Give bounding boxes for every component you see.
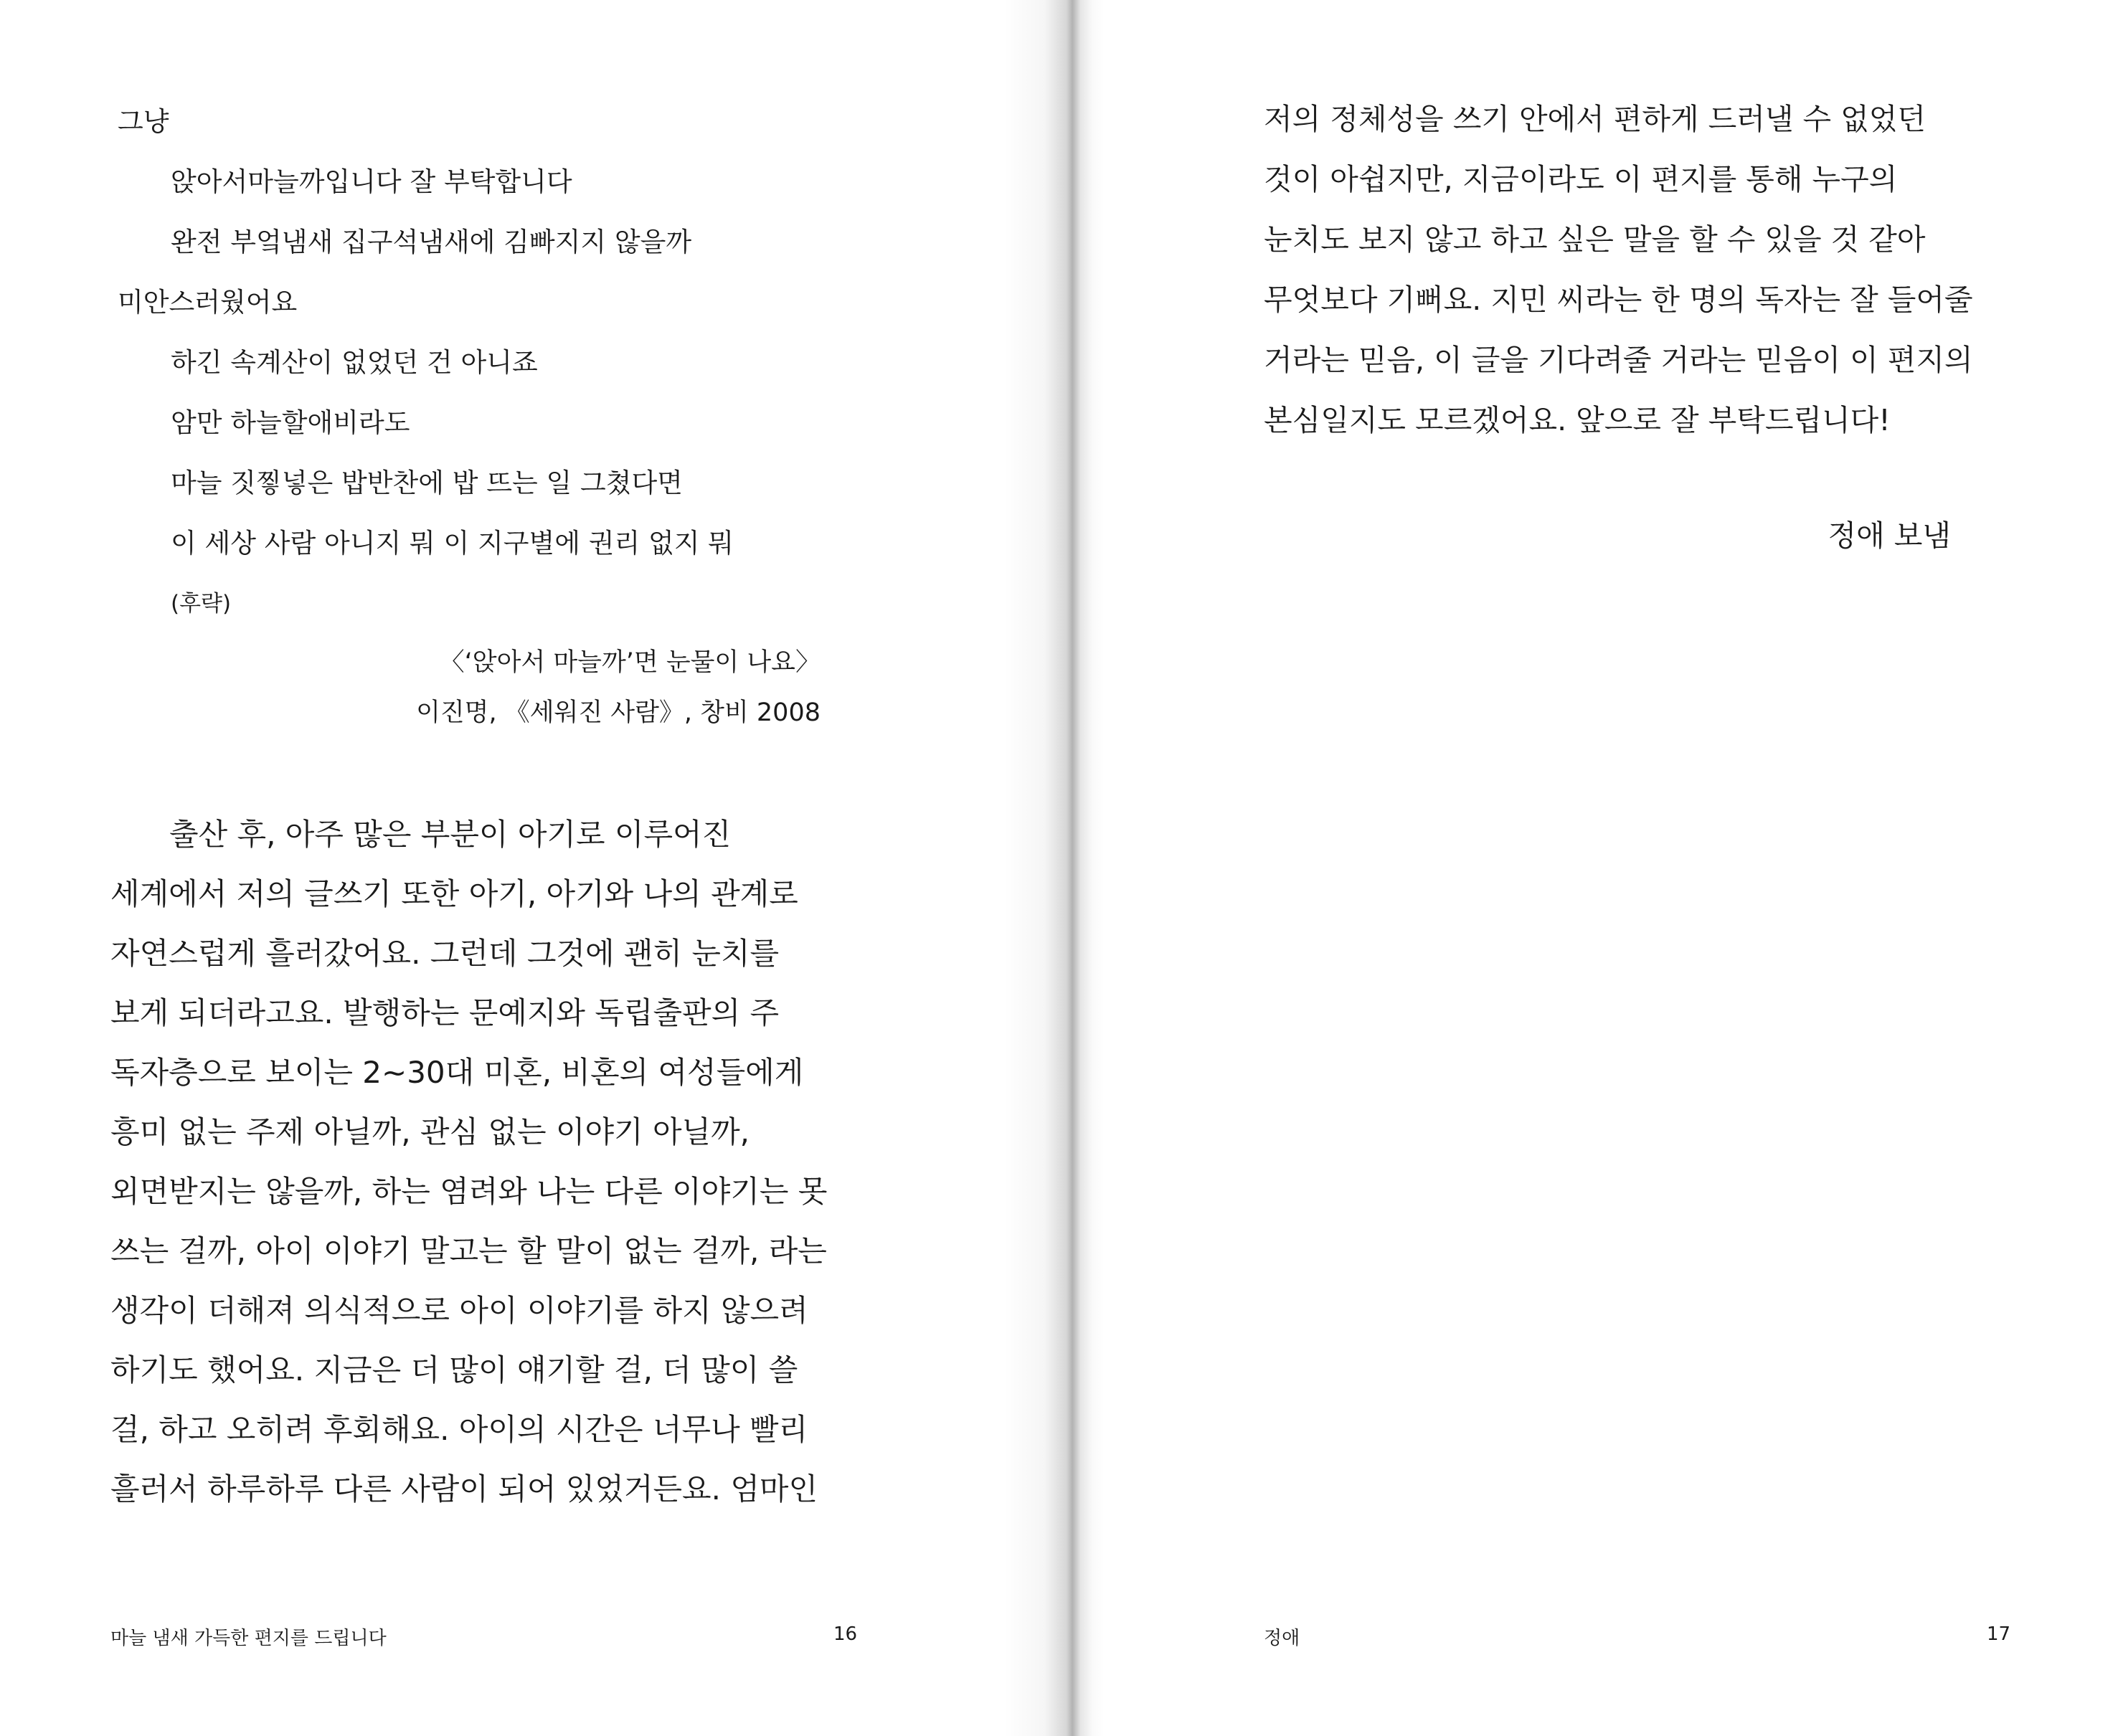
body-line: 쓰는 걸까, 아이 이야기 말고는 할 말이 없는 걸까, 라는 bbox=[110, 1233, 827, 1268]
body-line: 흘러서 하루하루 다른 사람이 되어 있었거든요. 엄마인 bbox=[110, 1471, 818, 1507]
running-footer-title: 정애 bbox=[1264, 1628, 1300, 1649]
page-number: 16 bbox=[833, 1623, 858, 1645]
body-line: 눈치도 보지 않고 하고 싶은 말을 할 수 있을 것 같아 bbox=[1264, 222, 1926, 257]
body-line: 출산 후, 아주 많은 부분이 아기로 이루어진 bbox=[169, 817, 732, 852]
body-line: 것이 아쉽지만, 지금이라도 이 편지를 통해 누구의 bbox=[1264, 162, 1898, 196]
body-line: 무엇보다 기뻐요. 지민 씨라는 한 명의 독자는 잘 들어줄 bbox=[1264, 283, 1973, 317]
page-number: 17 bbox=[1987, 1623, 2011, 1645]
body-line: 거라는 믿음, 이 글을 기다려줄 거라는 믿음이 이 편지의 bbox=[1264, 343, 1973, 377]
poem-line: 미안스러웠어요 bbox=[118, 287, 298, 318]
poem-omission-note: (후략) bbox=[171, 591, 232, 617]
body-line: 외면받지는 않을까, 하는 염려와 나는 다른 이야기는 못 bbox=[110, 1174, 828, 1209]
body-text-right bbox=[1264, 89, 2010, 450]
letter-signature: 정애 보냄 bbox=[1828, 518, 1951, 553]
body-line: 걸, 하고 오히려 후회해요. 아이의 시간은 너무나 빨리 bbox=[110, 1412, 808, 1447]
poem-line: 이 세상 사람 아니지 뭐 이 지구별에 권리 없지 뭐 bbox=[171, 528, 734, 559]
citation-source: 이진명, 《세워진 사람》, 창비 2008 bbox=[416, 698, 821, 727]
poem-line: 마늘 짓찧넣은 밥반찬에 밥 뜨는 일 그쳤다면 bbox=[171, 468, 683, 498]
poem-line: 하긴 속계산이 없었던 건 아니죠 bbox=[171, 347, 538, 378]
poem-quote bbox=[118, 92, 907, 634]
left-page bbox=[0, 0, 1049, 1736]
poem-line: 앉아서마늘까입니다 잘 부탁합니다 bbox=[171, 166, 572, 197]
body-line: 자연스럽게 흘러갔어요. 그런데 그것에 괜히 눈치를 bbox=[110, 936, 780, 971]
body-line: 저의 정체성을 쓰기 안에서 편하게 드러낼 수 없었던 bbox=[1264, 102, 1926, 136]
body-line: 본심일지도 모르겠어요. 앞으로 잘 부탁드립니다! bbox=[1264, 403, 1891, 437]
body-line: 독자층으로 보이는 2~30대 미혼, 비혼의 여성들에게 bbox=[110, 1055, 804, 1090]
body-line: 세계에서 저의 글쓰기 또한 아기, 아기와 나의 관계로 bbox=[110, 876, 798, 911]
body-line: 보게 되더라고요. 발행하는 문예지와 독립출판의 주 bbox=[110, 995, 780, 1030]
body-line: 하기도 했어요. 지금은 더 많이 얘기할 걸, 더 많이 쓸 bbox=[110, 1352, 798, 1388]
body-line: 생각이 더해져 의식적으로 아이 이야기를 하지 않으려 bbox=[110, 1293, 808, 1328]
body-line: 흥미 없는 주제 아닐까, 관심 없는 이야기 아닐까, bbox=[110, 1114, 750, 1149]
body-text-left bbox=[110, 805, 856, 1519]
poem-line: 암만 하늘할애비라도 bbox=[171, 407, 410, 438]
citation-title: 〈‘앉아서 마늘까’면 눈물이 나요〉 bbox=[439, 648, 821, 677]
poem-line: 완전 부엌냄새 집구석냄새에 김빠지지 않을까 bbox=[171, 227, 692, 257]
running-footer-title: 마늘 냄새 가득한 편지를 드립니다 bbox=[110, 1628, 387, 1649]
poem-line: 그냥 bbox=[118, 106, 169, 137]
